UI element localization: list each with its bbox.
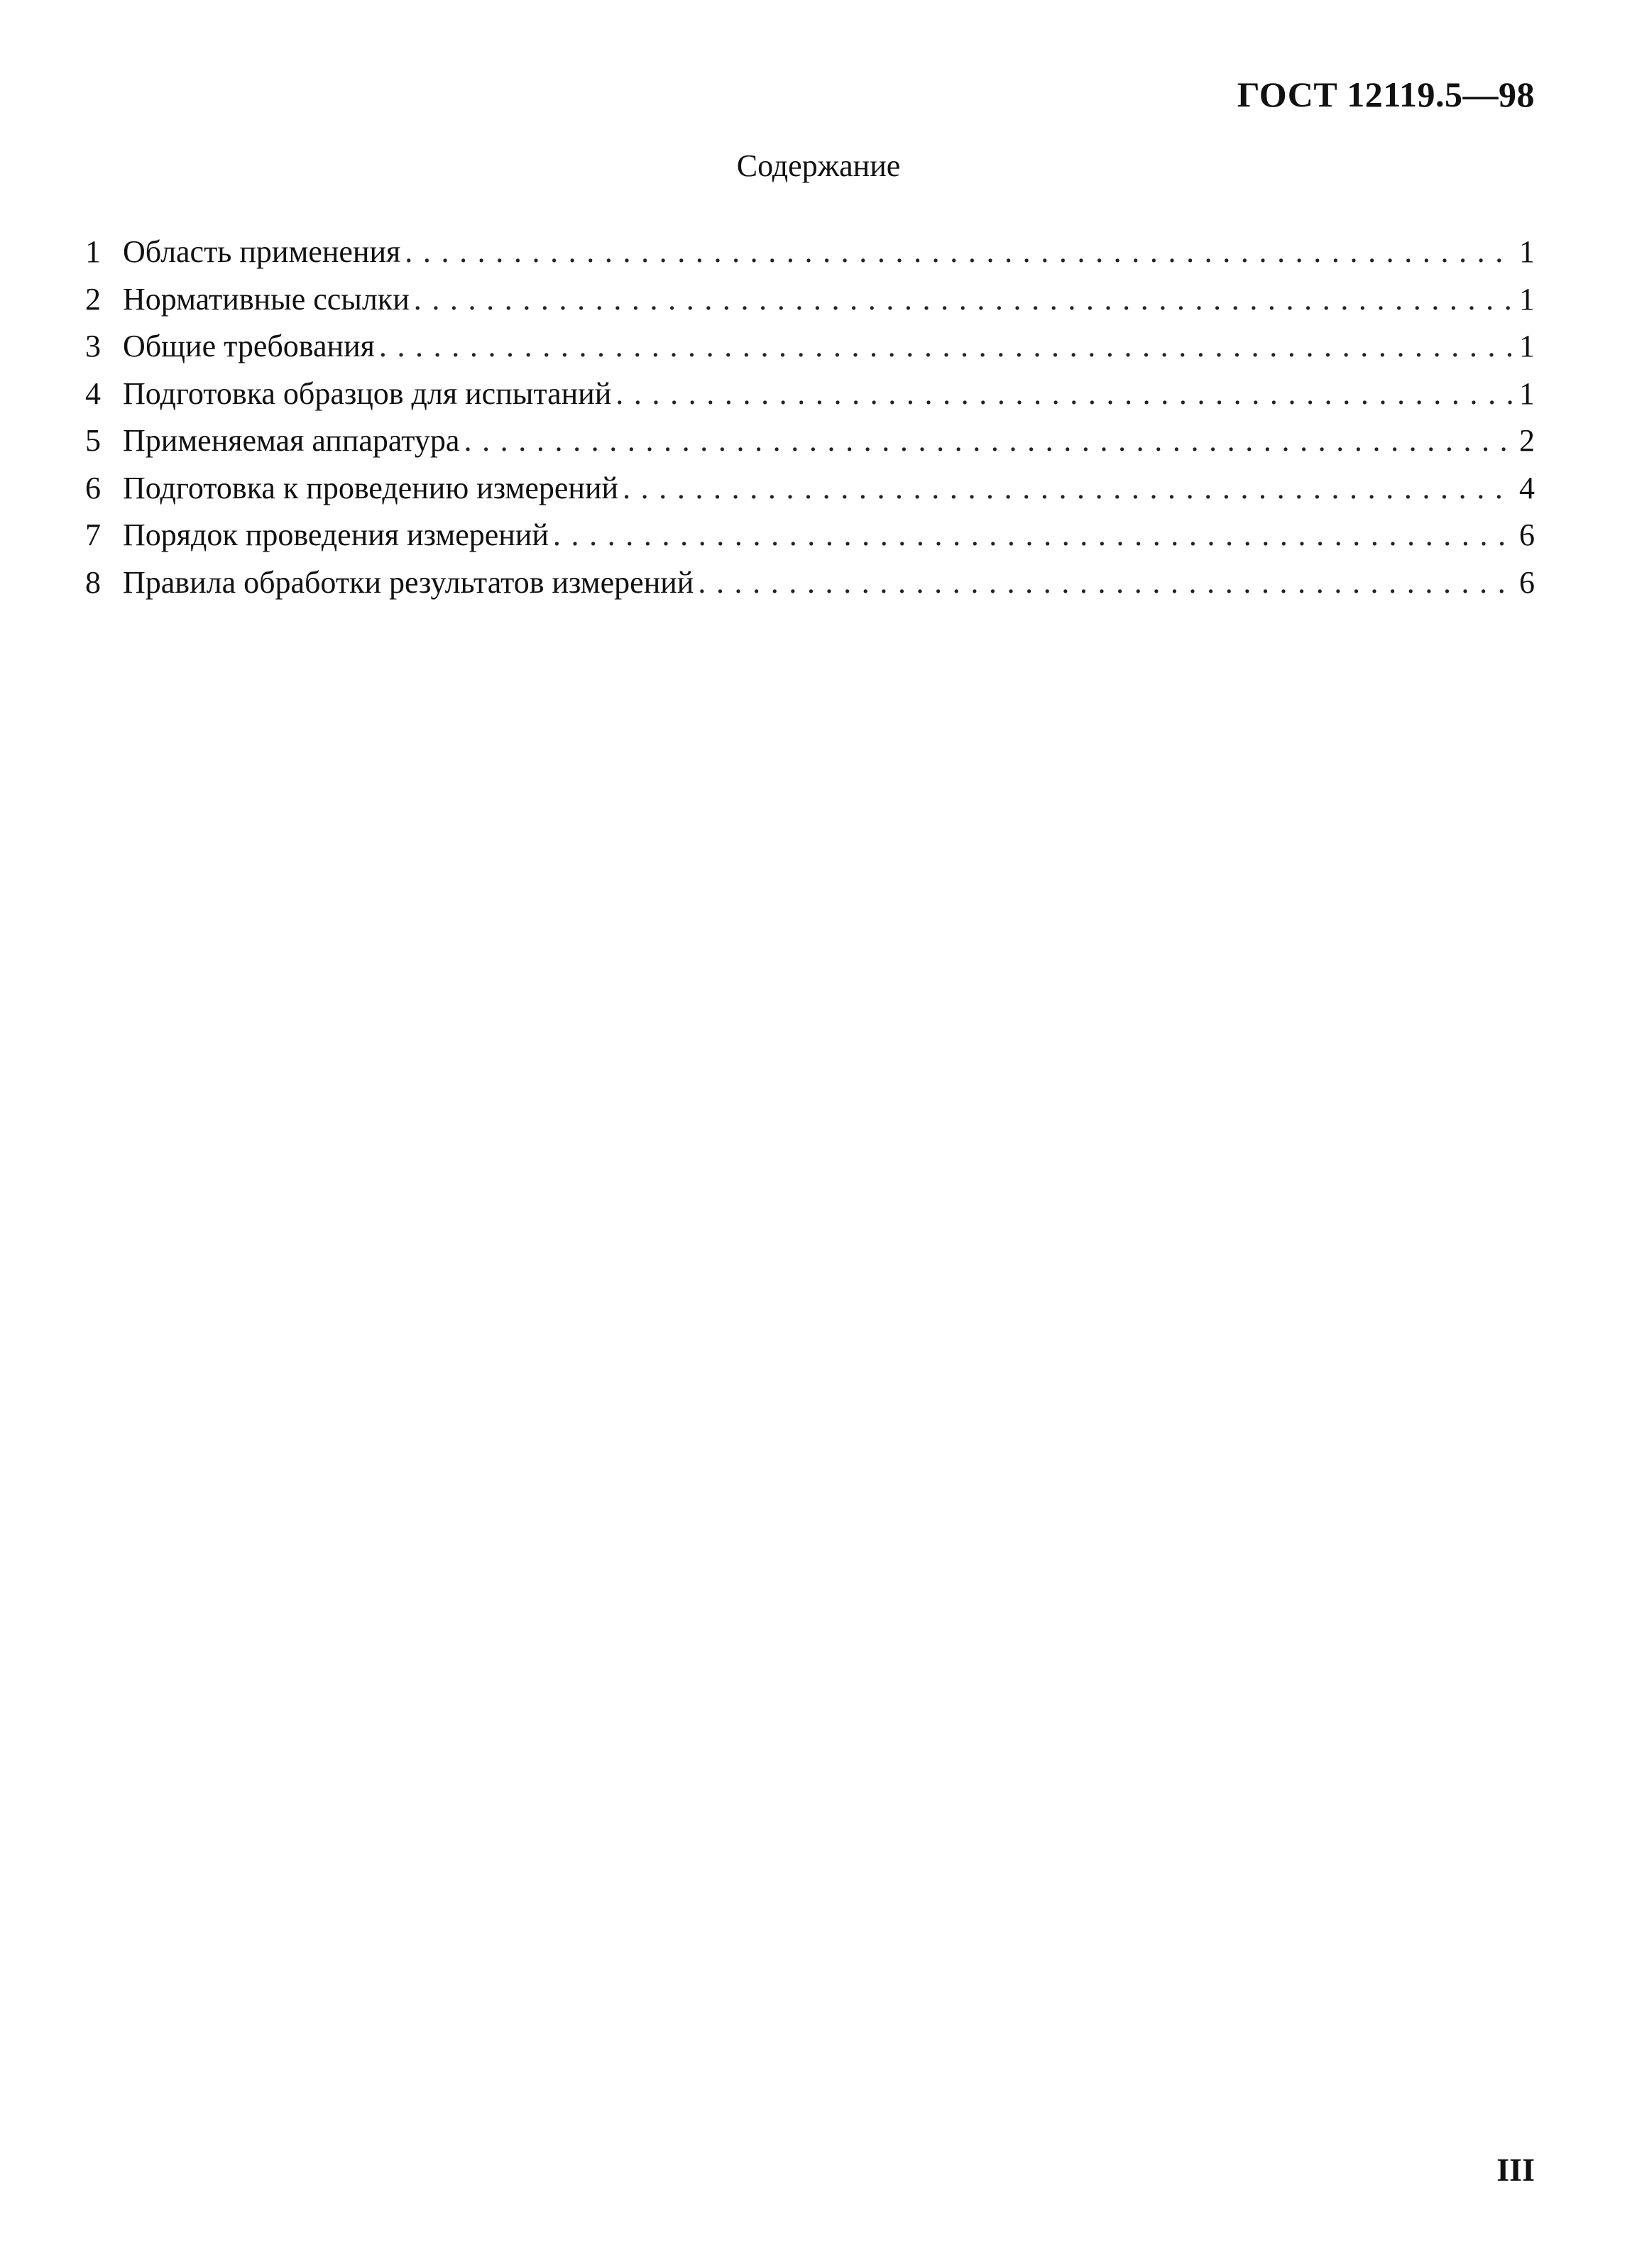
toc-entry-number: 2 [85, 281, 101, 317]
toc-entry-5[interactable] [85, 417, 1535, 465]
document-code: ГОСТ 12119.5—98 [1237, 75, 1535, 114]
toc-entry-number: 4 [85, 376, 101, 411]
toc-entry-4[interactable] [85, 371, 1535, 418]
toc-entry-page: 1 [1519, 376, 1535, 411]
toc-entry-title: Область применения [123, 234, 401, 269]
toc-entry-title: Подготовка к проведению измерений [123, 470, 619, 505]
toc-entry-title: Общие требования [123, 329, 375, 363]
toc-entry-number: 3 [85, 329, 101, 363]
toc-entry-title: Подготовка образцов для испытаний [123, 376, 612, 411]
toc-entry-number: 8 [85, 564, 101, 600]
toc-entry-number: 5 [85, 423, 101, 458]
dot-leader [553, 512, 1512, 559]
dot-leader [379, 323, 1512, 370]
toc-entry-page: 1 [1519, 329, 1535, 363]
toc-entry-page: 1 [1519, 281, 1535, 317]
toc-entry-title: Применяемая аппаратура [123, 423, 460, 458]
toc-entry-6[interactable] [85, 465, 1535, 513]
dot-leader [623, 465, 1512, 512]
toc-entry-title: Правила обработки результатов измерений [123, 564, 694, 600]
toc-entry-3[interactable] [85, 323, 1535, 371]
toc-entry-2[interactable] [85, 276, 1535, 324]
dot-leader [464, 417, 1512, 464]
dot-leader [405, 229, 1512, 275]
toc-entry-number: 6 [85, 470, 101, 505]
toc-title: Содержание [736, 148, 901, 183]
toc-entry-page: 6 [1519, 564, 1535, 600]
table-of-contents [85, 229, 1535, 606]
toc-entry-title: Нормативные ссылки [123, 281, 410, 317]
toc-entry-7[interactable] [85, 512, 1535, 559]
toc-entry-page: 1 [1519, 234, 1535, 269]
toc-entry-page: 6 [1519, 517, 1535, 552]
dot-leader [615, 371, 1512, 417]
toc-entry-page: 2 [1519, 423, 1535, 458]
dot-leader [698, 559, 1512, 606]
toc-entry-page: 4 [1519, 470, 1535, 505]
toc-entry-1[interactable] [85, 229, 1535, 276]
toc-entry-number: 7 [85, 517, 101, 552]
page-number: III [1496, 2152, 1535, 2188]
toc-entry-title: Порядок проведения измерений [123, 517, 549, 552]
toc-entry-8[interactable] [85, 559, 1535, 607]
dot-leader [414, 276, 1512, 323]
toc-entry-number: 1 [85, 234, 101, 269]
